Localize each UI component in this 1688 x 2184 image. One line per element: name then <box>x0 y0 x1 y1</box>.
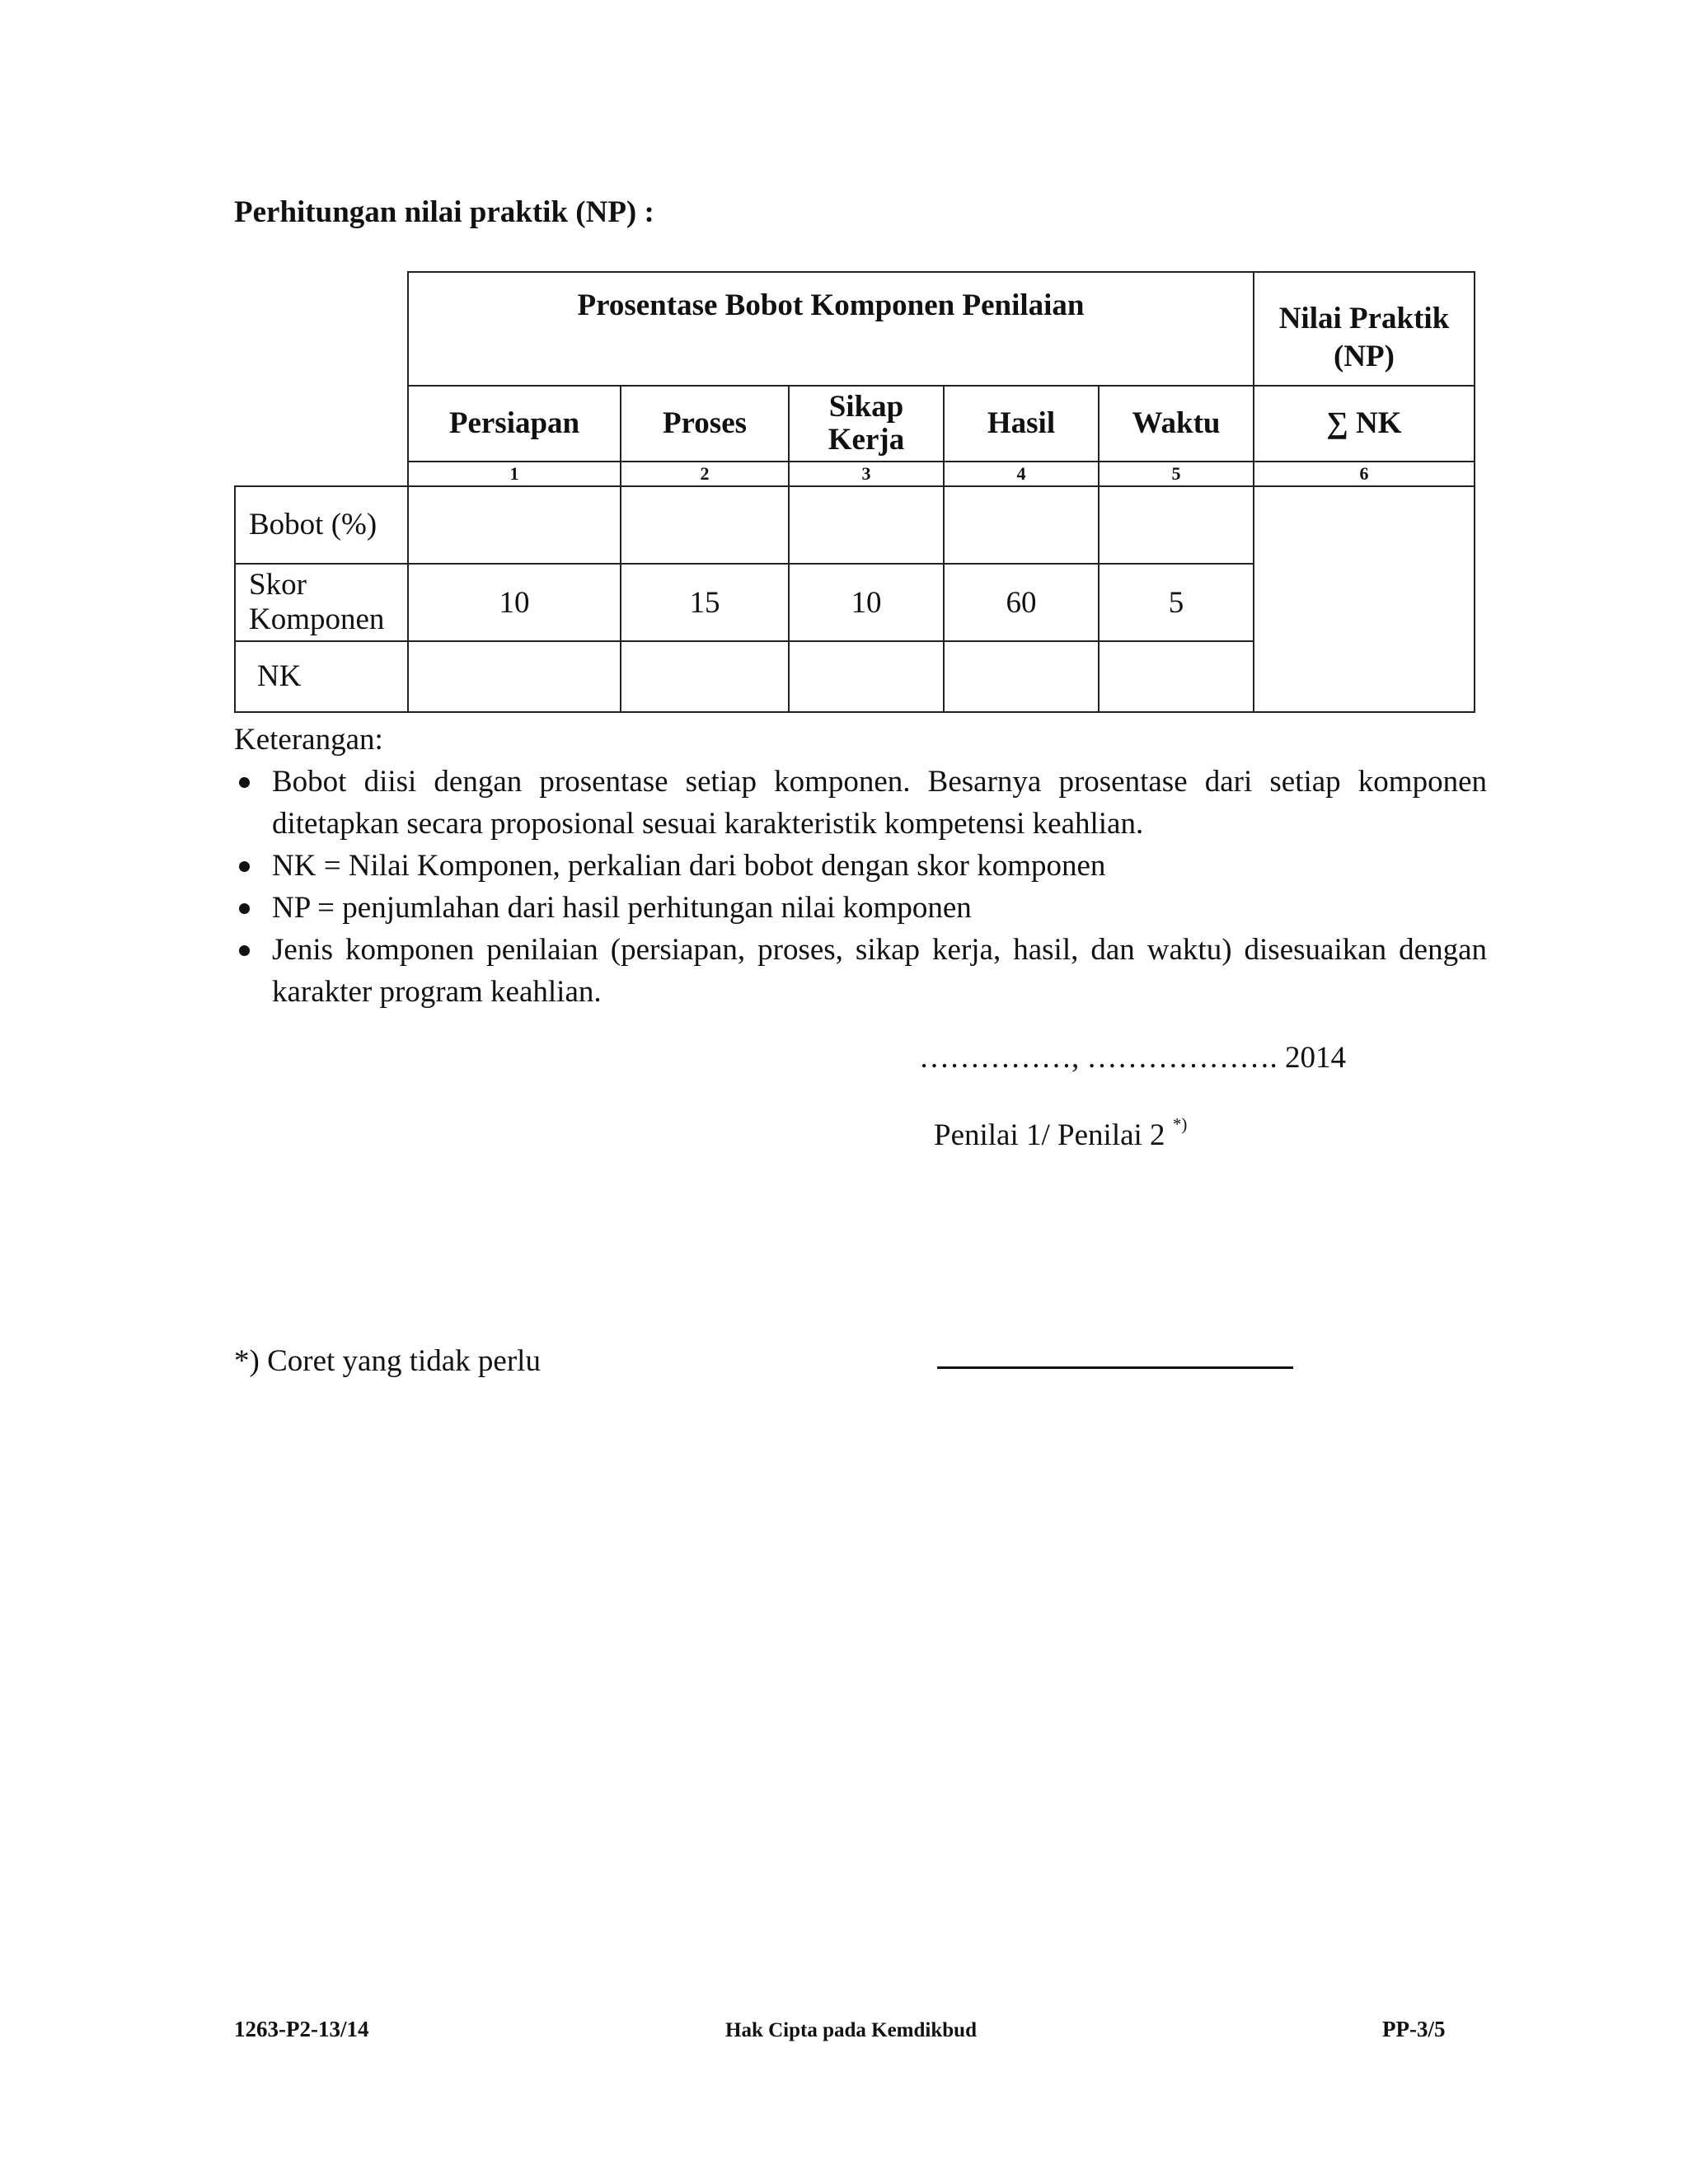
list-item: Bobot diisi dengan prosentase setiap komponen. Besarnya prosentase dari setiap komponen ditetapkan secara proposional sesuai karakteristik kompetensi keahlian. <box>234 761 1487 845</box>
table-cell <box>621 486 789 564</box>
table-cell: 60 <box>944 564 1099 641</box>
table-cell: 10 <box>408 564 621 641</box>
list-item: Jenis komponen penilaian (persiapan, proses, sikap kerja, hasil, dan waktu) disesuaikan dengan karakter program keahlian. <box>234 929 1487 1013</box>
list-item: NP = penjumlahan dari hasil perhitungan nilai komponen <box>234 887 1487 929</box>
table-cell <box>789 486 944 564</box>
bullet-icon <box>239 945 250 956</box>
table-cell: 10 <box>789 564 944 641</box>
column-header-sum-nk: ∑ NK <box>1254 386 1475 462</box>
column-header-waktu: Waktu <box>1099 386 1254 462</box>
np-header <box>1254 272 1475 386</box>
column-number: 4 <box>944 462 1099 486</box>
bullet-icon <box>239 861 250 872</box>
table-cell: 15 <box>621 564 789 641</box>
table-row-bobot <box>235 486 1475 564</box>
row-label-skor-komponen: Skor Komponen <box>235 564 408 641</box>
keterangan-list <box>234 761 1487 1013</box>
table-cell: 5 <box>1099 564 1254 641</box>
column-number: 1 <box>408 462 621 486</box>
bullet-icon <box>239 777 250 788</box>
score-table <box>234 271 1475 713</box>
column-number: 5 <box>1099 462 1254 486</box>
column-header-hasil: Hasil <box>944 386 1099 462</box>
signature-line <box>937 1366 1293 1369</box>
column-header-proses: Proses <box>621 386 789 462</box>
footer-code: 1263-P2-13/14 <box>234 2017 369 2041</box>
keterangan-section <box>234 719 1487 1013</box>
np-result-cell <box>1254 486 1475 712</box>
row-label-nk: NK <box>235 641 408 712</box>
table-cell <box>789 641 944 712</box>
list-item: NK = Nilai Komponen, perkalian dari bobot dengan skor komponen <box>234 845 1487 887</box>
page-heading: Perhitungan nilai praktik (NP) : <box>234 195 654 229</box>
table-cell <box>408 641 621 712</box>
table-cell <box>408 486 621 564</box>
column-number: 3 <box>789 462 944 486</box>
column-number: 6 <box>1254 462 1475 486</box>
footer-copyright: Hak Cipta pada Kemdikbud <box>725 2019 977 2041</box>
row-label-bobot: Bobot (%) <box>235 486 408 564</box>
column-header-persiapan: Persiapan <box>408 386 621 462</box>
keterangan-title: Keterangan: <box>234 723 383 757</box>
np-header-line2: (NP) <box>1334 340 1395 373</box>
signer-footnote-mark: *) <box>1172 1114 1188 1134</box>
signer-title: Penilai 1/ Penilai 2 *) <box>934 1114 1188 1152</box>
date-line: ……………, ………………. 2014 <box>919 1041 1346 1075</box>
footer-page-number: PP-3/5 <box>1382 2017 1446 2041</box>
bullet-icon <box>239 903 250 914</box>
footnote: *) Coret yang tidak perlu <box>234 1344 541 1378</box>
table-cell <box>1099 641 1254 712</box>
table-cell <box>944 486 1099 564</box>
group-header: Prosentase Bobot Komponen Penilaian <box>408 272 1254 386</box>
table-cell <box>1099 486 1254 564</box>
column-header-sikap-kerja: Sikap Kerja <box>789 386 944 462</box>
np-header-line1: Nilai Praktik <box>1278 302 1450 335</box>
column-number: 2 <box>621 462 789 486</box>
table-cell <box>621 641 789 712</box>
table-cell <box>944 641 1099 712</box>
